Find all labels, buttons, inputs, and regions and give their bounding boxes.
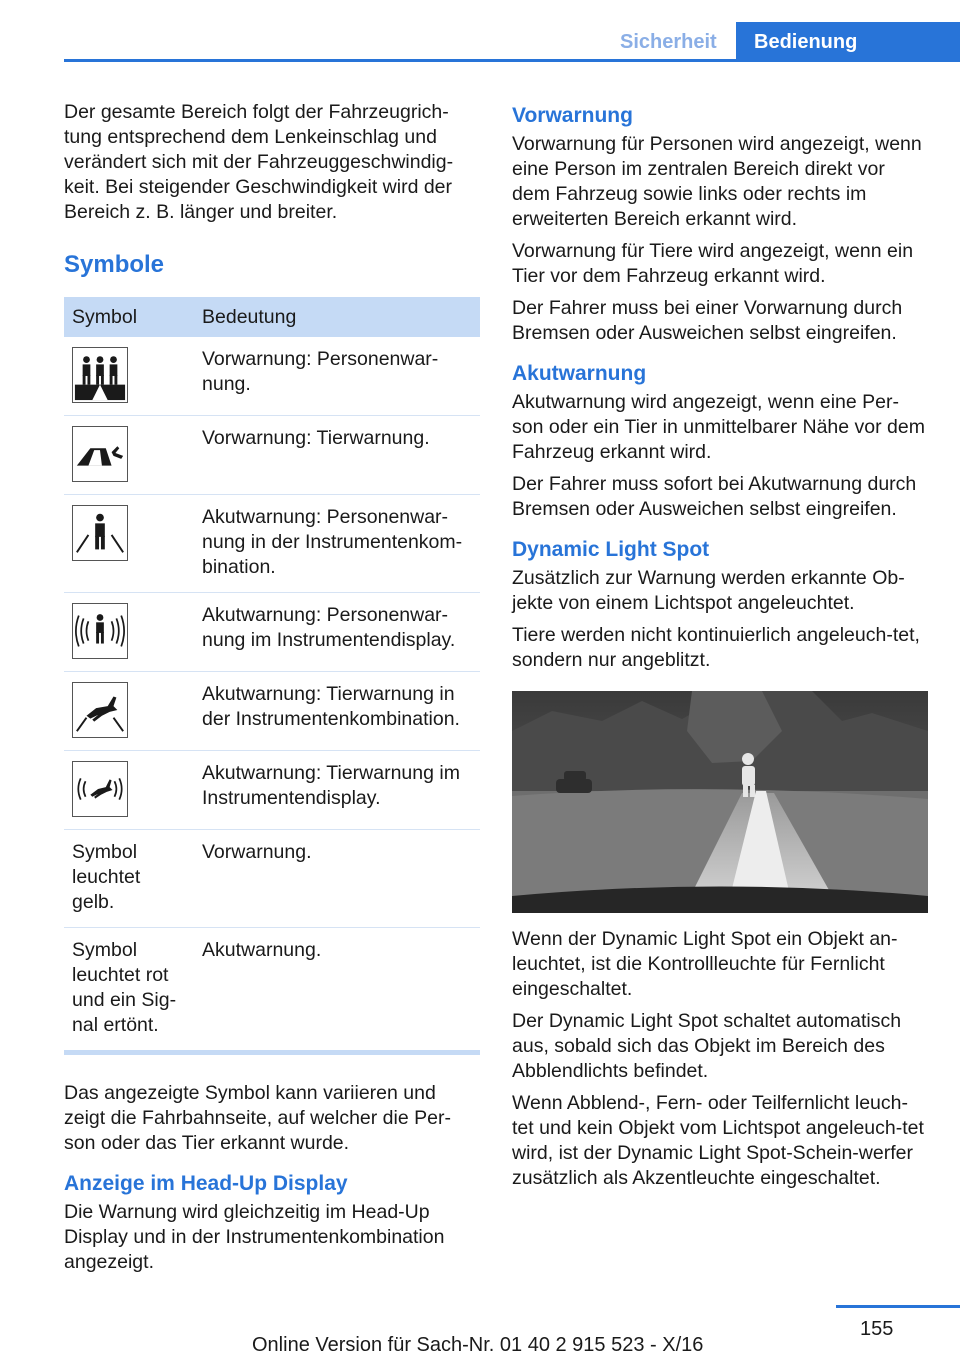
prewarning-paragraph-2: Vorwarnung für Tiere wird angezeigt, wenn ein Tier vor dem Fahrzeug erkannt wird.: [512, 240, 914, 287]
column-header-symbol: Symbol: [64, 297, 194, 337]
light-spot-paragraph-2: Tiere werden nicht kontinuierlich angeleuch-tet, sondern nur angeblitzt.: [512, 624, 920, 671]
page-number: 155: [860, 1318, 894, 1340]
table-header-row: [64, 297, 480, 337]
row-symbol-text: Symbol leuchtet gelb.: [64, 830, 194, 928]
column-header-meaning: Bedeutung: [194, 297, 480, 337]
light-spot-paragraph-5: Wenn Abblend-, Fern- oder Teilfernlicht leuch-tet und kein Objekt vom Lichtspot angeleuch-tet wird, ist der Dynamic Light Spot-Schein-werfer zusätzlich als Akzentleuchte eingeschaltet.: [512, 1092, 924, 1189]
row-meaning: Akutwarnung: Tierwarnung in der Instrumentenkombination.: [194, 672, 480, 751]
after-table-paragraph: Das angezeigte Symbol kann variieren und zeigt die Fahrbahnseite, auf welcher die Per-son oder das Tier erkannt wurde.: [64, 1082, 451, 1154]
table-row: [64, 830, 480, 928]
light-spot-paragraph-3: Wenn der Dynamic Light Spot ein Objekt an-leuchtet, ist die Kontrollleuchte für Fernlicht eingeschaltet.: [512, 928, 898, 1000]
acute-paragraph-1: Akutwarnung wird angezeigt, wenn eine Per-son oder ein Tier in unmittelbarer Nähe vor dem Fahrzeug erkannt wird.: [512, 391, 925, 463]
tab-operation[interactable]: Bedienung: [736, 22, 960, 62]
light-spot-heading: Dynamic Light Spot: [512, 538, 710, 561]
prewarning-heading: Vorwarnung: [512, 104, 633, 127]
table-bottom-rule: [64, 1050, 480, 1055]
animal-warning-icon: [72, 426, 128, 482]
symbols-heading: Symbole: [64, 251, 165, 278]
row-meaning: Vorwarnung: Personenwar-nung.: [194, 337, 480, 416]
person-acute-display-icon: [72, 603, 128, 659]
hud-heading: Anzeige im Head-Up Display: [64, 1172, 348, 1195]
table-row: [64, 337, 480, 416]
left-column: [64, 100, 480, 1282]
table-row: [64, 593, 480, 672]
table-row: [64, 672, 480, 751]
right-column: [512, 100, 928, 1198]
row-symbol-text: Symbol leuchtet rot und ein Sig-nal ertönt.: [72, 939, 177, 1036]
symbols-table: [64, 297, 480, 1050]
hud-paragraph: Die Warnung wird gleichzeitig im Head-Up Display und in der Instrumentenkombination angezeigt.: [64, 1201, 445, 1273]
prewarning-paragraph-1: Vorwarnung für Personen wird angezeigt, wenn eine Person im zentralen Bereich direkt vor dem Fahrzeug sowie links oder rechts im erweiterten Bereich erkannt wird.: [512, 133, 922, 230]
online-version-note: Online Version für Sach-Nr. 01 40 2 915 523 - X/16: [252, 1334, 704, 1356]
prewarning-paragraph-3: Der Fahrer muss bei einer Vorwarnung durch Bremsen oder Ausweichen selbst eingreifen.: [512, 297, 903, 344]
persons-warning-icon: [72, 347, 128, 403]
row-meaning: Akutwarnung: Tierwarnung im Instrumentendisplay.: [194, 751, 480, 830]
animal-acute-display-icon: [72, 761, 128, 817]
table-row: [64, 751, 480, 830]
acute-paragraph-2: Der Fahrer muss sofort bei Akutwarnung durch Bremsen oder Ausweichen selbst eingreifen.: [512, 473, 917, 520]
row-meaning: Akutwarnung: Personenwar-nung in der Instrumentenkom-bination.: [194, 495, 480, 593]
row-meaning: Vorwarnung.: [194, 830, 480, 928]
footer-rule: [836, 1305, 960, 1308]
table-row: [64, 416, 480, 495]
page-header: [64, 0, 960, 62]
person-acute-cluster-icon: [72, 505, 128, 561]
row-meaning: Akutwarnung.: [202, 939, 322, 961]
table-row: [64, 928, 480, 1051]
intro-paragraph: Der gesamte Bereich folgt der Fahrzeugrich-tung entsprechend dem Lenkeinschlag und verändert sich mit der Fahrzeuggeschwindig-keit. Bei steigender Geschwindigkeit wird der Bereich z. B. länger und breiter.: [64, 101, 454, 223]
light-spot-illustration: [512, 691, 928, 913]
row-meaning: Vorwarnung: Tierwarnung.: [194, 416, 480, 495]
acute-heading: Akutwarnung: [512, 362, 647, 385]
light-spot-paragraph-4: Der Dynamic Light Spot schaltet automatisch aus, sobald sich das Objekt im Bereich des Abblendlichts befindet.: [512, 1010, 902, 1082]
row-meaning: Akutwarnung: Personenwar-nung im Instrumentendisplay.: [194, 593, 480, 672]
animal-acute-cluster-icon: [72, 682, 128, 738]
table-row: [64, 495, 480, 593]
light-spot-paragraph-1: Zusätzlich zur Warnung werden erkannte Ob-jekte von einem Lichtspot angeleuchtet.: [512, 567, 905, 614]
tab-safety[interactable]: Sicherheit: [620, 31, 717, 53]
